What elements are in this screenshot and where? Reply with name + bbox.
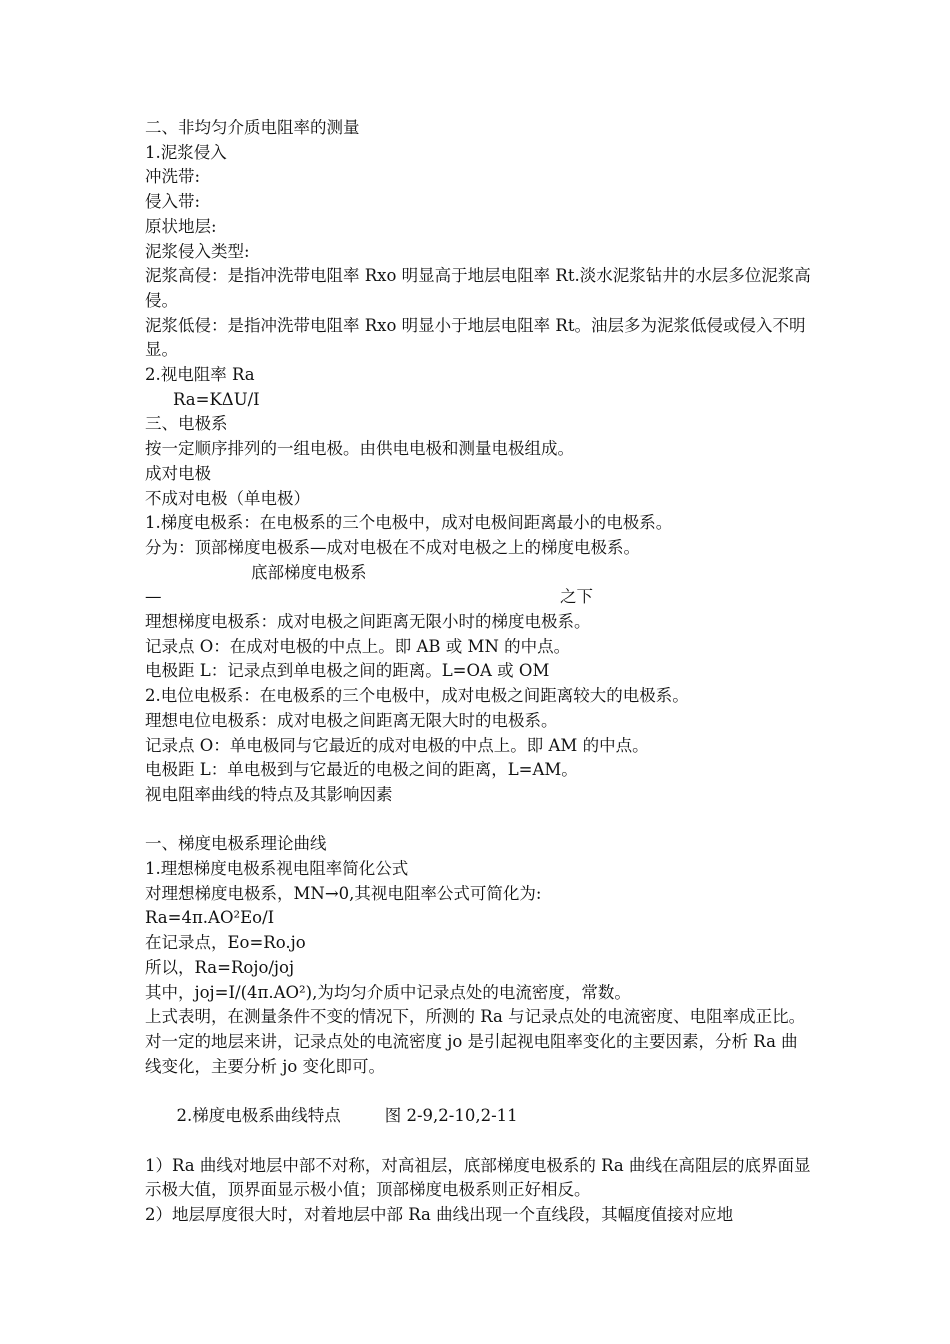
formula: Ra=KΔU/I <box>173 389 260 409</box>
formula: Ra=4π.AO²Eo/I <box>145 908 275 928</box>
text-line: 不成对电极（单电极） <box>145 488 310 508</box>
paragraph: 理想电位电极系：成对电极之间距离无限大时的电极系。 <box>145 710 558 730</box>
paragraph: 分为：顶部梯度电极系—成对电极在不成对电极之上的梯度电极系。 <box>145 537 640 557</box>
paragraph: 2.电位电极系：在电极系的三个电极中，成对电极之间距离较大的电极系。 <box>145 686 689 706</box>
subsection-heading-row <box>145 1079 813 1153</box>
formula: 所以，Ra=Rojo/joj <box>145 957 295 977</box>
subsection-heading: 1.泥浆侵入 <box>145 142 227 162</box>
paragraph: 记录点 O：单电极同与它最近的成对电极的中点上。即 AM 的中点。 <box>145 735 649 755</box>
text-line: 成对电极 <box>145 463 211 483</box>
paragraph: 泥浆高侵：是指冲洗带电阻率 Rxo 明显高于地层电阻率 Rt.淡水泥浆钻井的水层多位泥浆高侵。 <box>145 266 811 310</box>
paragraph: 2）地层厚度很大时，对着地层中部 Ra 曲线出现一个直线段，其幅度值接对应地 <box>145 1204 734 1224</box>
text-line: 冲洗带: <box>145 167 201 187</box>
subsection-heading: 2.梯度电极系曲线特点 <box>176 1106 341 1126</box>
paragraph: 按一定顺序排列的一组电极。由供电电极和测量电极组成。 <box>145 439 574 459</box>
text-line: 原状地层: <box>145 216 217 236</box>
section-heading: 三、电极系 <box>145 414 228 434</box>
subsection-heading: 2.视电阻率 Ra <box>145 365 255 385</box>
paragraph: 泥浆低侵：是指冲洗带电阻率 Rxo 明显小于地层电阻率 Rt。油层多为泥浆低侵或侵入不明显。 <box>145 315 806 360</box>
paragraph: 1.梯度电极系：在电极系的三个电极中，成对电极间距离最小的电极系。 <box>145 513 673 533</box>
paragraph: 上式表明，在测量条件不变的情况下，所测的 Ra 与记录点处的电流密度、电阻率成正比。 <box>145 1007 806 1027</box>
blank-line <box>145 808 813 833</box>
paragraph: 对一定的地层来讲，记录点处的电流密度 jo 是引起视电阻率变化的主要因素，分析 Ra 曲线变化，主要分析 jo 变化即可。 <box>145 1032 798 1076</box>
text-line: 底部梯度电极系 <box>251 562 367 582</box>
text-line: 侵入带: <box>145 192 201 212</box>
paragraph: 1）Ra 曲线对地层中部不对称，对高祖层，底部梯度电极系的 Ra 曲线在高阻层的底界面显示极大值，顶界面显示极小值；顶部梯度电极系则正好相反。 <box>145 1155 811 1200</box>
document-body <box>145 116 813 1228</box>
paragraph: 电极距 L：记录点到单电极之间的距离。L=OA 或 OM <box>145 661 550 681</box>
paragraph: 电极距 L：单电极到与它最近的电极之间的距离，L=AM。 <box>145 760 578 780</box>
formula: 在记录点，Eo=Ro.jo <box>145 933 306 953</box>
section-heading: 一、梯度电极系理论曲线 <box>145 834 327 854</box>
paragraph: 理想梯度电极系：成对电极之间距离无限小时的梯度电极系。 <box>145 612 591 632</box>
paragraph: 记录点 O：在成对电极的中点上。即 AB 或 MN 的中点。 <box>145 636 571 656</box>
below-text: 之下 <box>560 587 593 607</box>
split-row <box>145 585 813 610</box>
subsection-heading: 1.理想梯度电极系视电阻率简化公式 <box>145 859 409 879</box>
paragraph: 其中，joj=I/(4π.AO²),为均匀介质中记录点处的电流密度，常数。 <box>145 982 631 1002</box>
figure-reference: 图 2-9,2-10,2-11 <box>384 1106 518 1126</box>
text-line: 泥浆侵入类型: <box>145 241 250 261</box>
section-heading: 视电阻率曲线的特点及其影响因素 <box>145 784 393 804</box>
paragraph: 对理想梯度电极系，MN→0,其视电阻率公式可简化为: <box>145 883 542 903</box>
section-heading: 二、非均匀介质电阻率的测量 <box>145 118 360 137</box>
dash-text: — <box>145 587 162 607</box>
